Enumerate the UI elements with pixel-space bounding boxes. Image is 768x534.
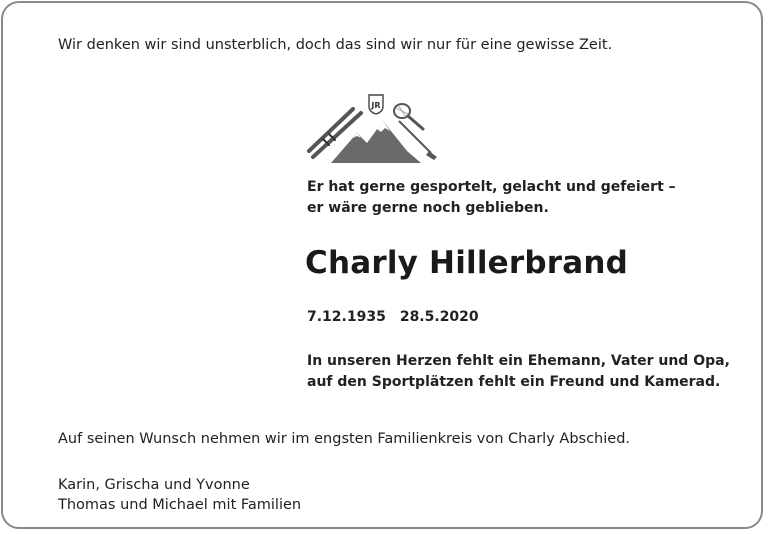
badge-text: JR bbox=[371, 101, 381, 110]
farewell-text: Auf seinen Wunsch nehmen wir im engsten Familienkreis von Charly Abschied. bbox=[58, 431, 631, 447]
tribute-line: auf den Sportplätzen fehlt ein Freund und Kamerad. bbox=[307, 374, 721, 390]
signers bbox=[58, 475, 301, 515]
tennis-racket-icon bbox=[394, 104, 423, 129]
tagline-line: Er hat gerne gesportelt, gelacht und gefeiert – bbox=[307, 179, 676, 195]
tribute-line: In unseren Herzen fehlt ein Ehemann, Vater und Opa, bbox=[307, 353, 730, 369]
signer-line: Thomas und Michael mit Familien bbox=[58, 497, 302, 513]
death-date: 28.5.2020 bbox=[399, 309, 479, 325]
tagline-line: er wäre gerne noch geblieben. bbox=[307, 200, 549, 216]
deceased-name: Charly Hillerbrand bbox=[305, 245, 629, 281]
motto-text: Wir denken wir sind unsterblich, doch das sind wir nur für eine gewisse Zeit. bbox=[58, 37, 613, 53]
obituary-card bbox=[1, 1, 763, 529]
birth-date: 7.12.1935 bbox=[307, 309, 386, 325]
tribute bbox=[307, 351, 730, 393]
club-badge-icon bbox=[369, 95, 383, 114]
tagline bbox=[307, 177, 676, 219]
life-dates bbox=[307, 309, 479, 325]
signer-line: Karin, Grischa und Yvonne bbox=[58, 477, 250, 493]
sports-emblem bbox=[303, 91, 443, 167]
